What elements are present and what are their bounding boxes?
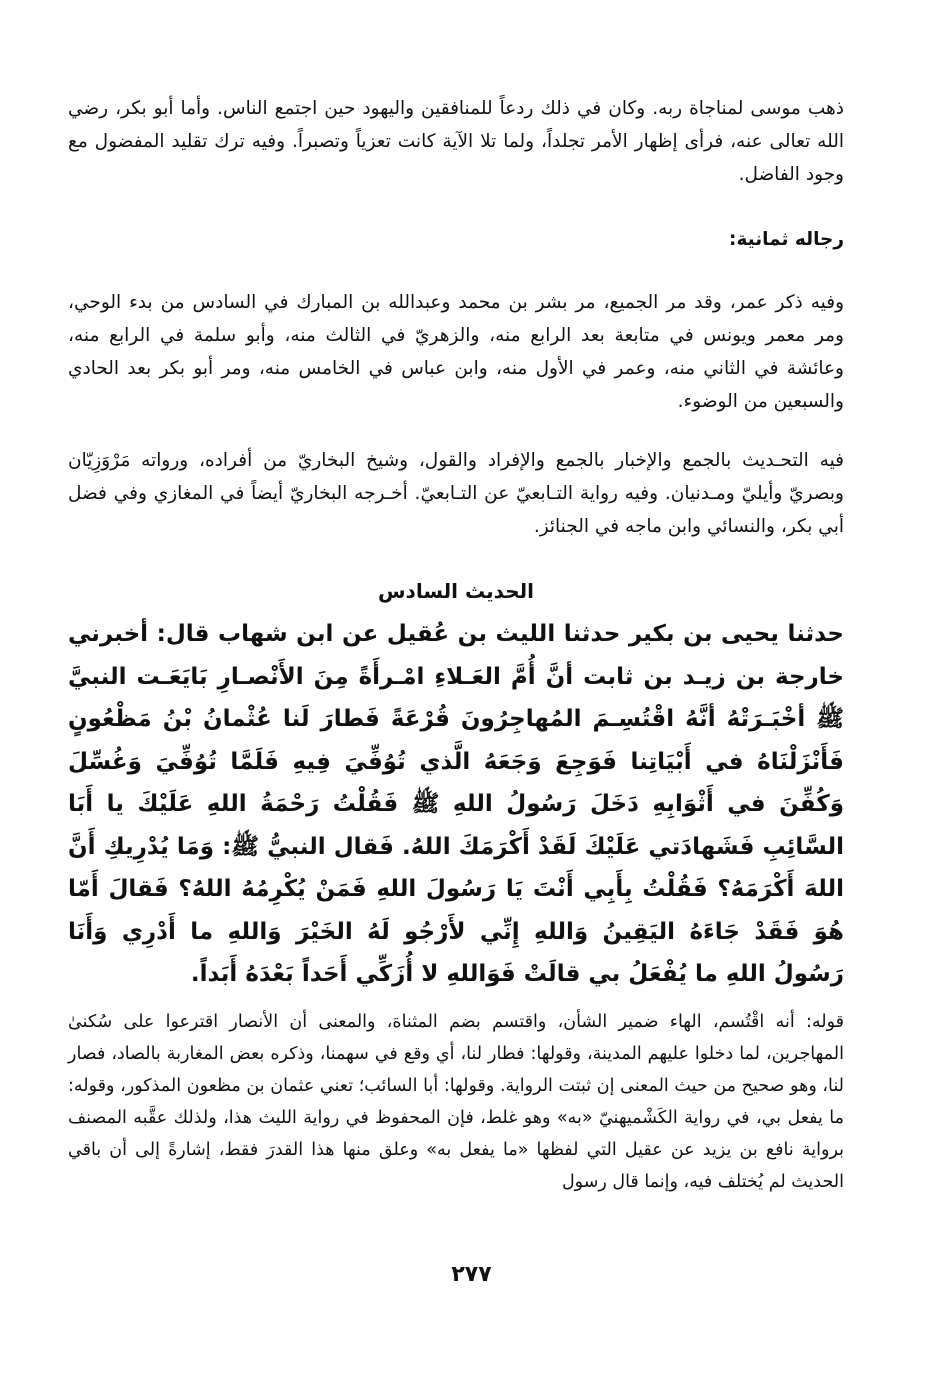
page-number: ٢٧٧ (451, 1262, 492, 1287)
page-body (68, 92, 844, 1198)
fiqh-paragraph: فيه التحـديث بالجمع والإخبار بالجمع والإفراد والقول، وشيخ البخاريّ من أفراده، ورواته مَرْوَزِيّان وبصريّ وأيليّ ومـدنيان. وفيه رواية التـابعيّ عن التـابعيّ. أخـرجه البخاريّ أيضاً في المغازي وفي فضل أبي بكر، والنسائي وابن ماجه في الجنائز. (68, 450, 844, 537)
intro-paragraph: ذهب موسى لمناجاة ربه. وكان في ذلك ردعاً للمنافقين واليهود حين اجتمع الناس. وأما أبو بكر، رضي الله تعالى عنه، فرأى إظهار الأمر تجلداً، ولما تلا الآية كانت تعزياً وتصبراً. وفيه ترك تقليد المفضول مع وجود الفاضل. (68, 98, 844, 185)
commentary-paragraph: قوله: أنه اقْتُسم، الهاء ضمير الشأن، واقتسم بضم المثناة، والمعنى أن الأنصار اقترعوا على سُكنىٰ المهاجرين، لما دخلوا عليهم المدينة، وقولها: فطار لنا، أي وقع في سهمنا، وذكره بعض المغاربة بالصاد، فصار لنا، وهو صحيح من حيث المعنى إن ثبتت الرواية. وقولها: أبا السائب؛ تعني عثمان بن مظعون المذكور، وقوله: ما يفعل بي، في رواية الكَشْميهنيّ «به» وهو غلط، فإن المحفوظ في رواية الليث هذا، ولذلك عقَّبه المصنف برواية نافع بن يزيد عن عقيل التي لفظها «ما يفعل به» وعلق منها هذا القدرَ فقط، إشارةً إلى أن باقي الحديث لم يُختلف فيه، وإنما قال رسول (68, 1011, 844, 1192)
hadith-text: حدثنا يحيى بن بكير حدثنا الليث بن عُقيل عن ابن شهاب قال: أخبرني خارجة بن زيـد بن ثابت أنَّ أُمَّ العَـلاءِ امْـرأَةً مِنَ الأَنْصـارِ بَايَعَـت النبيَّ ﷺ أخْبَـرَتْهُ أنَّهُ اقْتُسِـمَ المُهاجِرُونَ قُرْعَةً فَطارَ لَنا عُثْمانُ بْنُ مَظْعُونٍ فَأَنْزَلْنَاهُ في أَبْيَاتِنا فَوَجِعَ وَجَعَهُ الَّذي تُوُفِّيَ فِيهِ فَلَمَّا تُوُفِّيَ وَغُسِّلَ وَكُفِّنَ في أَثْوَابِهِ دَخَلَ رَسُولُ اللهِ ﷺ فَقُلْتُ رَحْمَةُ اللهِ عَلَيْكَ يا أَبَا السَّائِبِ فَشَهادَتي عَلَيْكَ لَقَدْ أَكْرَمَكَ اللهُ. فَقال النبيُّ ﷺ: وَمَا يُدْرِيكِ أَنَّ اللهَ أَكْرَمَهُ؟ فَقُلْتُ بِأَبِي أَنْتَ يَا رَسُولَ اللهِ فَمَنْ يُكْرِمُهُ اللهُ؟ فَقالَ أَمّا هُوَ فَقَدْ جَاءَهُ اليَقِينُ وَاللهِ إِنِّي لأَرْجُو لَهُ الخَيْرَ وَاللهِ ما أَدْرِي وَأَنَا رَسُولُ اللهِ ما يُفْعَلُ بي قالَتْ فَوَاللهِ لا أُزَكِّي أَحَداً بَعْدَهُ أَبَداً. (68, 621, 844, 987)
rijal-paragraph: وفيه ذكر عمر، وقد مر الجميع، مر بشر بن محمد وعبدالله بن المبارك في السادس من بدء الوحي، ومر معمر ويونس في متابعة بعد الرابع منه، والزهريّ في الثالث منه، وأبو سلمة في الرابع منه، وعائشة في الثاني منه، وعمر في الأول منه، وابن عباس في الخامس منه، ومر أبو بكر بعد الحادي والسبعين من الوضوء. (68, 292, 844, 412)
hadith-title: الحديث السادس (377, 579, 535, 603)
rijal-heading: رجاله ثمانية: (729, 229, 844, 250)
